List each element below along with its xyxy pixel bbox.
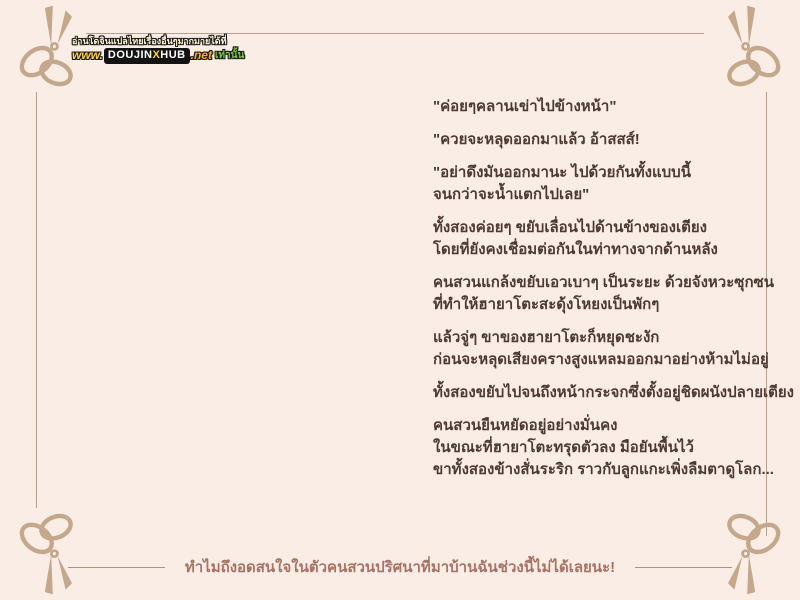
story-line: โดยที่ยังคงเชื่อมต่อกันในท่าทางจากด้านหลัง (433, 241, 718, 258)
story-paragraph (433, 129, 773, 151)
watermark-url (72, 48, 245, 64)
story-line: "อย่าดึงมันออกมานะ ไปด้วยกันทั้งแบบนี้ (433, 164, 691, 181)
scissors-icon (710, 508, 794, 596)
footer-left-divider (68, 567, 165, 568)
watermark-www: www. (72, 48, 103, 63)
watermark-site-part1: DOUJIN (107, 49, 153, 62)
story-paragraph (433, 217, 773, 261)
story-line: ที่ทำให้ฮายาโตะสะดุ้งโหยงเป็นพักๆ (433, 296, 660, 313)
story-line: ขาทั้งสองข้างสั่นระริก ราวกับลูกแกะเพิ่งลืมตาดูโลก... (433, 461, 774, 478)
story-line: ในขณะที่ฮายาโตะทรุดตัวลง มือยันพื้นไว้ (433, 439, 694, 456)
frame-line-top (86, 33, 704, 34)
footer-text: ทำไมถึงอดสนใจในตัวคนสวนปริศนาที่มาบ้านฉันช่วงนี้ไม่ได้เลยนะ! (184, 559, 616, 576)
story-line: ทั้งสองค่อยๆ ขยับเลื่อนไปด้านข้างของเตียง (433, 219, 707, 236)
watermark-sitename (104, 48, 190, 64)
story-paragraph (433, 162, 773, 206)
story-line: คนสวนยืนหยัดอยู่อย่างมั่นคง (433, 417, 618, 434)
story-paragraph (433, 272, 773, 316)
watermark-site-x: X (152, 49, 161, 62)
footer (0, 556, 800, 578)
story-text (433, 96, 794, 492)
watermark-tagline: อ่านโดจินแปลไทยเรื่องอื่นๆมากมายได้ที่ (72, 36, 227, 46)
watermark-suffix: เท่านั้น (214, 50, 245, 62)
story-line: "ควยจะหลุดออกมาแล้ว อ้าสสส์! (433, 131, 640, 148)
story-line: แล้วจู่ๆ ขาของฮายาโตะก็หยุดชะงัก (433, 329, 660, 346)
watermark-tld: .net (190, 48, 212, 63)
story-line: "ค่อยๆคลานเข่าไปข้างหน้า" (433, 98, 617, 115)
story-paragraph (433, 382, 794, 404)
scissors-icon (710, 4, 794, 92)
story-line: ทั้งสองขยับไปจนถึงหน้ากระจกซึ่งตั้งอยู่ชิดผนังปลายเตียง (433, 384, 794, 401)
story-paragraph (433, 415, 773, 481)
watermark-site-part2: HUB (160, 49, 186, 62)
story-paragraph (433, 327, 773, 371)
story-line: คนสวนแกล้งขยับเอวเบาๆ เป็นระยะ ด้วยจังหวะซุกซน (433, 274, 774, 291)
story-line: ก่อนจะหลุดเสียงครางสูงแหลมออกมาอย่างห้ามไม่อยู่ (433, 351, 769, 368)
story-paragraph (433, 96, 773, 118)
site-watermark (72, 36, 245, 64)
story-line: จนกว่าจะน้ำแตกไปเลย" (433, 186, 590, 203)
scissors-icon (6, 508, 90, 596)
frame-line-left (36, 92, 37, 508)
footer-right-divider (635, 567, 732, 568)
